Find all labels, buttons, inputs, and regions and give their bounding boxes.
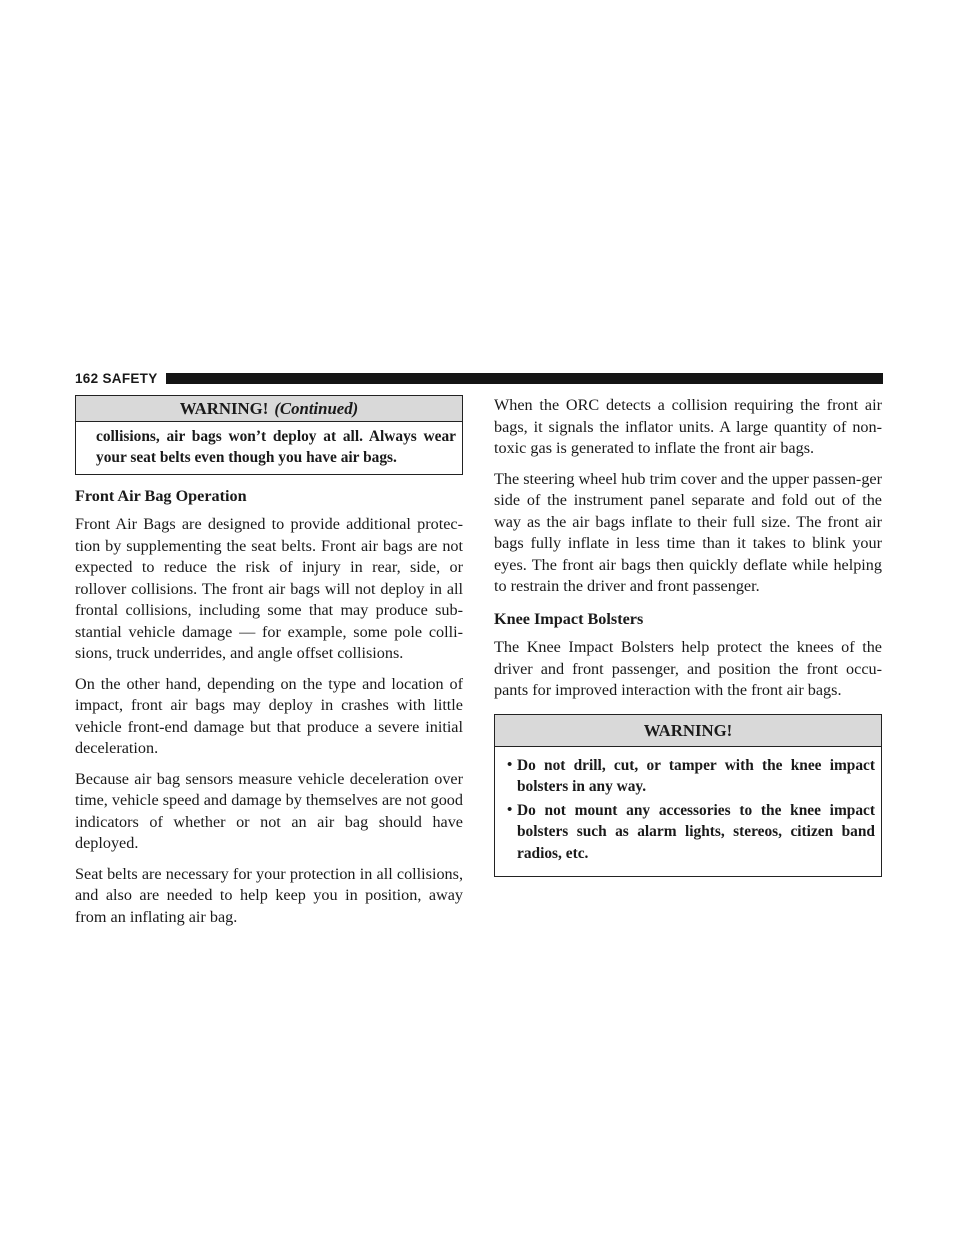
paragraph: The steering wheel hub trim cover and the upper passen-ger side of the instrument panel separate and fold out of the way as the air bags inflate to their full size. The front air bags fully inflate in less time than it takes to blink your eyes. The front air bags then quickly deflate while helping to restrain the driver and front passenger. — [494, 469, 882, 595]
paragraph: The Knee Impact Bolsters help protect the knees of the driver and front passenger, and position the front occu-pants for improved interaction with the front air bags. — [494, 638, 882, 699]
page-header — [75, 369, 883, 387]
warning-title-text: WARNING! — [179, 399, 269, 418]
paragraph: Front Air Bags are designed to provide additional protec-tion by supplementing the seat belts. Front air bags are not expected to reduce the risk of injury in rear, side, or rollover collisions. The front air bags will not deploy in all frontal collisions, including some that may produce sub-stantial vehicle damage — for example, some pole colli-sions, truck underrides, and angle offset collisions. — [75, 515, 463, 663]
warning-title: WARNING! — [495, 715, 881, 747]
bullet-icon: • — [507, 756, 513, 773]
warning-item-text: Do not mount any accessories to the knee impact bolsters such as alarm lights, stereos, citizen band radios, etc. — [517, 802, 875, 862]
warning-body — [495, 747, 881, 876]
left-column — [75, 395, 463, 937]
warning-continued-label: (Continued) — [274, 399, 359, 418]
warning-list-item — [507, 800, 875, 864]
paragraph: On the other hand, depending on the type and location of impact, front air bags may deploy in crashes with little vehicle front-end damage but that produce a severe initial deceleration. — [75, 674, 463, 758]
warning-continued-title — [76, 396, 462, 422]
warning-box-knee-bolsters — [494, 714, 882, 877]
warning-continued-box — [75, 395, 463, 475]
paragraph: Because air bag sensors measure vehicle deceleration over time, vehicle speed and damage by themselves are not good indicators of whether or not an air bag should have deployed. — [75, 769, 463, 853]
paragraph: When the ORC detects a collision requiring the front air bags, it signals the inflator units. A large quantity of non-toxic gas is generated to inflate the front air bags. — [494, 396, 882, 457]
warning-list-item — [507, 755, 875, 798]
section-heading-knee-impact-bolsters: Knee Impact Bolsters — [494, 609, 644, 628]
paragraph: Seat belts are necessary for your protection in all collisions, and also are needed to help keep you in position, away from an inflating air bag. — [75, 864, 463, 926]
section-heading-front-air-bag-operation: Front Air Bag Operation — [75, 486, 247, 505]
warning-continued-text: collisions, air bags won’t deploy at all. Always wear your seat belts even though you have air bags. — [96, 428, 456, 467]
page-number-section-label: 162 SAFETY — [75, 370, 158, 386]
right-column — [494, 395, 882, 886]
warning-item-text: Do not drill, cut, or tamper with the knee impact bolsters in any way. — [517, 756, 875, 795]
header-rule — [166, 373, 883, 384]
bullet-icon: • — [507, 802, 513, 819]
warning-list — [507, 755, 875, 864]
